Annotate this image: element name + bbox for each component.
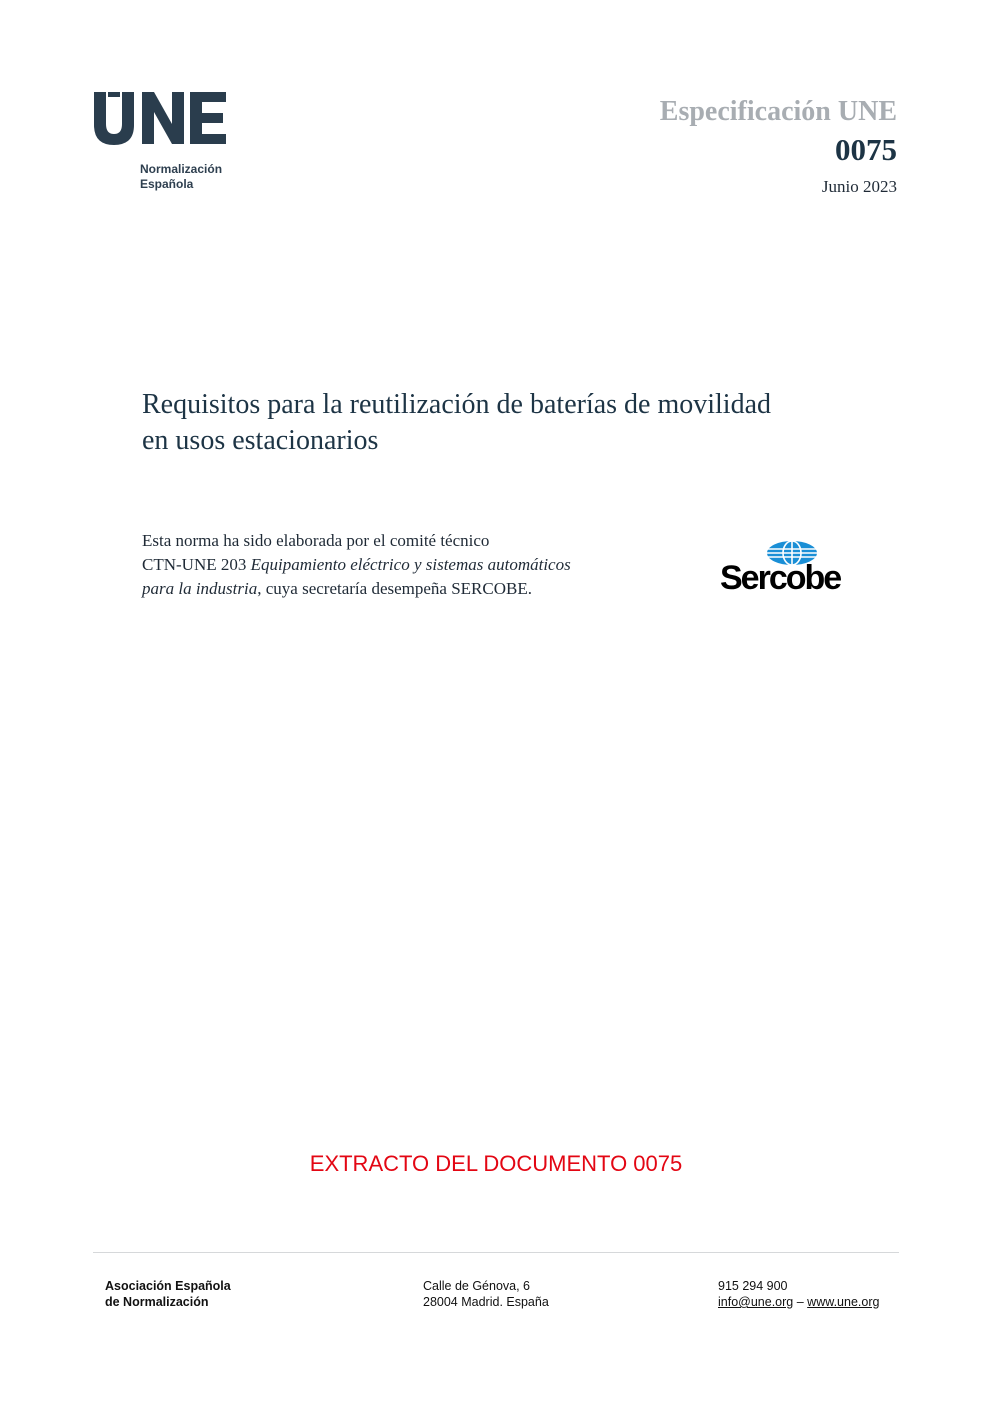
une-subtitle-line2: Española (140, 177, 194, 191)
footer-organization (105, 1278, 231, 1310)
footer-links (718, 1294, 879, 1310)
footer-link-separator: – (796, 1295, 804, 1309)
spec-date: Junio 2023 (821, 177, 897, 196)
committee-statement (142, 529, 702, 601)
footer-org-line1: Asociación Española (105, 1279, 231, 1293)
committee-line2 (142, 553, 702, 577)
sercobe-logo (718, 540, 864, 600)
document-title (142, 387, 902, 459)
committee-line3 (142, 577, 702, 601)
committee-name-part2: para la industria (142, 579, 258, 598)
footer-addr-line1: Calle de Génova, 6 (423, 1279, 531, 1293)
une-logo (92, 88, 242, 198)
extract-notice: EXTRACTO DEL DOCUMENTO 0075 (309, 1151, 683, 1176)
footer-phone: 915 294 900 (718, 1279, 788, 1293)
footer-org-line2: de Normalización (105, 1295, 209, 1309)
une-wordmark-icon (92, 88, 232, 148)
une-logo-subtitle (140, 162, 222, 192)
sercobe-wordmark: Sercobe (720, 559, 841, 597)
spec-number: 0075 (835, 132, 897, 167)
title-line2: en usos estacionarios (142, 425, 379, 456)
committee-line1: Esta norma ha sido elaborada por el comité técnico (142, 531, 490, 550)
footer-addr-line2: 28004 Madrid. España (423, 1295, 549, 1309)
committee-code: CTN-UNE 203 (142, 555, 247, 574)
committee-name-part1: Equipamiento eléctrico y sistemas automáticos (250, 555, 571, 574)
website-link[interactable]: www.une.org (807, 1295, 880, 1309)
email-link[interactable]: info@une.org (718, 1295, 794, 1309)
une-subtitle-line1: Normalización (140, 162, 223, 176)
spec-label: Especificación UNE (659, 96, 897, 127)
footer-address (423, 1278, 549, 1310)
title-line1: Requisitos para la reutilización de baterías de movilidad (142, 389, 772, 420)
footer-contact (718, 1278, 879, 1310)
footer-divider (93, 1252, 899, 1253)
committee-tail: , cuya secretaría desempeña SERCOBE. (257, 579, 532, 598)
